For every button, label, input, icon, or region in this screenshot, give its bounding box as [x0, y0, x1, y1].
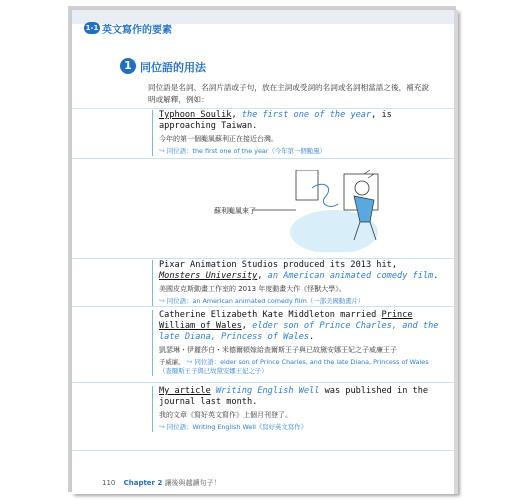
arrow-icon: ↪ — [159, 423, 165, 431]
appositive: the first one of the year — [241, 110, 372, 120]
appositive-note: 子威廉。 ↪ 同位語：elder son of Prince Charles, and the late Diana, Princess of Wales（查爾斯王子與已故黛安娜王妃之子） — [159, 358, 429, 375]
ruled-line — [72, 306, 454, 307]
sentence-start: Catherine Elizabeth Kate Middleton married — [159, 310, 382, 320]
cartoon-figure — [214, 170, 414, 252]
cartoon-label: 蘇利颱風來了 — [214, 207, 256, 215]
appositive: Writing English Well — [215, 386, 320, 396]
translation: 我的文章《寫好英文寫作》上個月刊登了。 — [159, 411, 292, 419]
example-4 — [152, 386, 439, 432]
example-2 — [152, 260, 439, 306]
page-number: 110 — [102, 479, 116, 487]
ruled-line — [72, 382, 454, 383]
ruled-line — [72, 158, 454, 159]
ruled-line — [72, 450, 454, 451]
section-number: 1 — [120, 58, 136, 74]
example-sentence: Catherine Elizabeth Kate Middleton married Prince William of Wales, elder son of Prince Charles, and the late Diana, Princess of Wales. — [159, 310, 439, 342]
header-badge: 1-1 — [85, 24, 99, 32]
cartoon-illustration-icon — [214, 170, 414, 252]
sentence-rest: . — [433, 271, 439, 281]
appositive-note: ↪ 同位語：the first one of the year（今年第一個颱風） — [159, 147, 326, 155]
header-title: 英文寫作的要素 — [102, 25, 172, 36]
appositive-note: ↪ 同位語：an American animated comedy film（一部美國動畫片） — [159, 297, 365, 305]
sentence-start: Pixar Animation Studios produced its 2013 hit, — [159, 260, 397, 270]
ruled-line — [72, 258, 454, 259]
sentence-rest: . — [309, 332, 315, 342]
chapter-label: Chapter 2 — [123, 479, 163, 487]
appositive: elder son of Prince Charles, and the late Diana, Princess of Wales — [159, 321, 439, 342]
example-sentence: Typhoon Soulik, the first one of the year, is approaching Taiwan. — [159, 110, 392, 131]
subject-noun: Typhoon Soulik — [159, 110, 232, 120]
section-title: 同位語的用法 — [140, 61, 206, 74]
appositive: an American animated comedy film — [267, 271, 434, 281]
subject-noun: My article — [159, 386, 211, 396]
example-sentence — [159, 386, 439, 408]
page-footer — [102, 478, 221, 488]
sentence-rest: was published in the journal last month. — [159, 386, 429, 407]
sentence-rest: , is approaching Taiwan. — [159, 110, 392, 131]
ruled-line — [72, 108, 454, 109]
appositive-note: ↪ 同位語：Writing English Well《寫好英文寫作》 — [159, 423, 307, 431]
translation: 今年的第一個颱風蘇利正在接近台灣。 — [159, 135, 278, 143]
arrow-icon: ↪ — [159, 297, 165, 305]
subject-noun: Monsters University — [159, 271, 258, 281]
subject-noun: Prince William of Wales — [159, 310, 413, 331]
example-sentence: Pixar Animation Studios produced its 2013 hit, Monsters University, an American animated comedy film. — [159, 260, 439, 281]
page — [72, 10, 458, 494]
example-3 — [152, 310, 439, 376]
section-intro: 同位語是名詞、名詞片語或子句，放在主詞或受詞的名詞或名詞相當語之後，補充說明或解釋，例如： — [148, 83, 429, 104]
translation: 凱瑟琳・伊麗莎白・米德爾頓嫁給查爾斯王子與已故黛安娜王妃之子威廉王子 — [159, 346, 397, 354]
arrow-icon: ↪ — [186, 358, 193, 366]
arrow-icon: ↪ — [159, 147, 165, 155]
book — [66, 4, 464, 494]
example-1 — [152, 110, 439, 156]
chapter-title: 讓後與越讀句子！ — [164, 479, 221, 487]
translation: 美國皮克斯動畫工作室的 2013 年度動畫大作《怪獸大學》。 — [159, 285, 346, 293]
